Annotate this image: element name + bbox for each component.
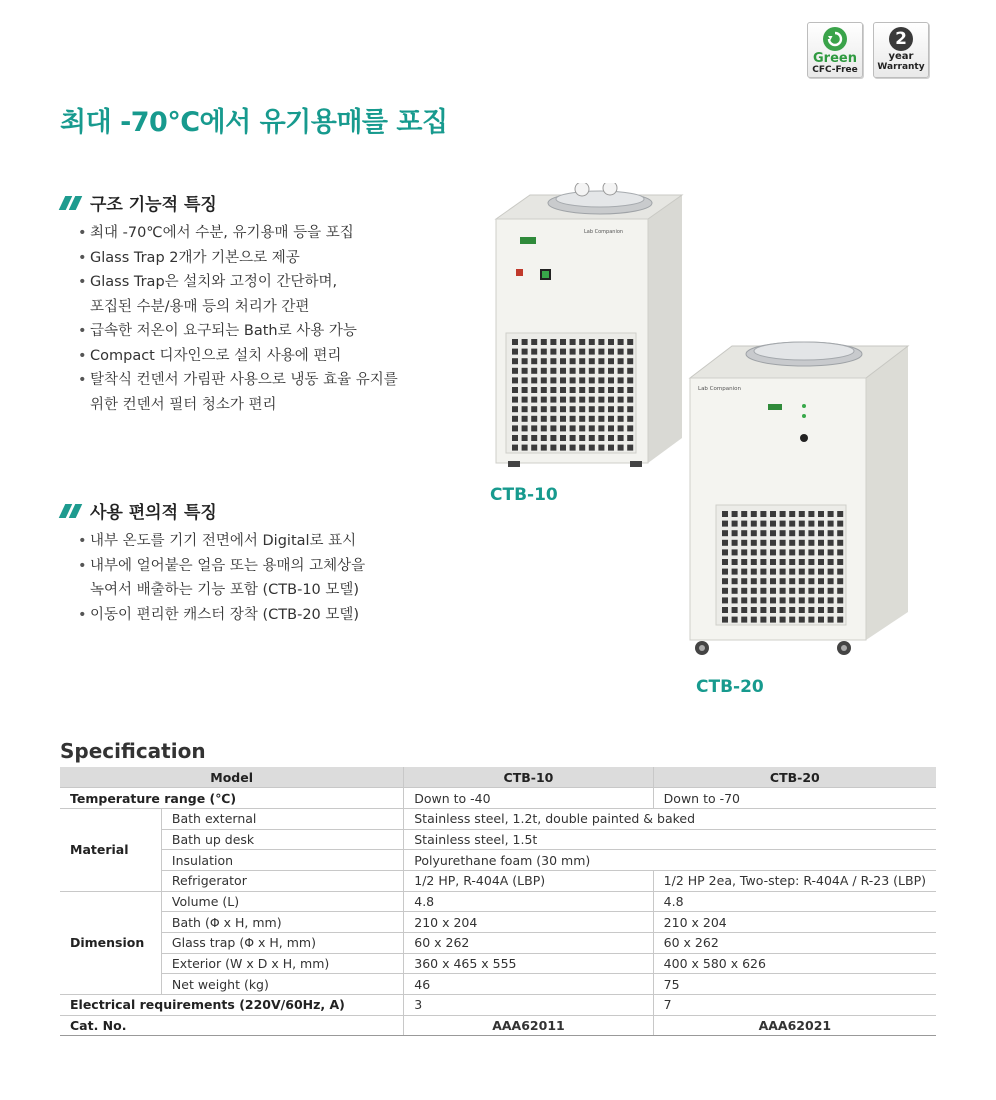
cell-value: 4.8 — [404, 891, 653, 912]
section-structure-title — [60, 190, 217, 215]
row-label-cat-no: Cat. No. — [60, 1015, 404, 1036]
ctb-20-label: CTB-20 — [696, 677, 764, 697]
list-item: • 급속한 저온이 요구되는 Bath로 사용 가능 — [78, 319, 398, 344]
row-label: Glass trap (Φ x H, mm) — [161, 933, 403, 954]
ctb-10-brand-label: Lab Companion — [584, 229, 624, 235]
row-label-temperature: Temperature range (℃) — [60, 788, 404, 809]
list-item-continuation: 녹여서 배출하는 기능 포함 (CTB-10 모델) — [90, 582, 360, 598]
table-row — [60, 995, 936, 1016]
ctb-20-product-image — [686, 340, 916, 660]
list-item: • 내부 온도를 기기 전면에서 Digital로 표시 — [78, 529, 365, 554]
section-structure-title-text: 구조 기능적 특징 — [90, 195, 217, 215]
row-label: Volume (L) — [161, 891, 403, 912]
cell-value: 210 x 204 — [404, 912, 653, 933]
page-headline: 최대 -70℃에서 유기용매를 포집 — [60, 107, 448, 138]
list-item-continuation: 위한 컨덴서 필터 청소가 편리 — [90, 396, 277, 413]
row-group-dimension: Dimension — [60, 891, 161, 994]
table-row — [60, 1015, 936, 1036]
cell-value: 60 x 262 — [404, 933, 653, 954]
cell-value: AAA62021 — [653, 1015, 936, 1036]
list-item: • 탈착식 컨덴서 가림판 사용으로 냉동 효율 유지를 — [78, 368, 398, 393]
list-item: • Compact 디자인으로 설치 사용에 편리 — [78, 344, 398, 369]
cell-value: 400 x 580 x 626 — [653, 953, 936, 974]
table-row — [60, 912, 936, 933]
row-label-electrical: Electrical requirements (220V/60Hz, A) — [60, 995, 404, 1016]
list-item-continuation: 포집된 수분/용매 등의 처리가 간편 — [90, 298, 310, 315]
cell-value: 60 x 262 — [653, 933, 936, 954]
warranty-number: 2 — [889, 27, 913, 51]
cell-value: 4.8 — [653, 891, 936, 912]
row-label: Exterior (W x D x H, mm) — [161, 953, 403, 974]
table-row — [60, 850, 936, 871]
header-model: Model — [60, 767, 404, 788]
list-item: • 이동이 편리한 캐스터 장착 (CTB-20 모델) — [78, 603, 365, 628]
section-marker-icon — [60, 196, 80, 210]
cell-value: 210 x 204 — [653, 912, 936, 933]
list-item: • 최대 -70℃에서 수분, 유기용매 등을 포집 — [78, 221, 398, 246]
row-label: Insulation — [161, 850, 403, 871]
section-marker-icon — [60, 504, 80, 518]
header-ctb-10: CTB-10 — [404, 767, 653, 788]
table-row — [60, 829, 936, 850]
list-item: • Glass Trap 2개가 기본으로 제공 — [78, 246, 398, 271]
table-row — [60, 808, 936, 829]
table-row — [60, 953, 936, 974]
row-label: Net weight (kg) — [161, 974, 403, 995]
ctb-10-label: CTB-10 — [490, 485, 558, 505]
warranty-text: Warranty — [877, 62, 925, 72]
cell-value: Stainless steel, 1.5t — [404, 829, 936, 850]
ctb-10-product-image — [490, 183, 690, 473]
badge-cfc-free-text: CFC-Free — [812, 65, 858, 75]
list-item: • 내부에 얼어붙은 얼음 또는 용매의 고체상을 — [78, 554, 365, 579]
recycle-icon — [823, 27, 847, 51]
cell-value: 1/2 HP 2ea, Two-step: R-404A / R-23 (LBP) — [653, 870, 936, 891]
row-label: Bath (Φ x H, mm) — [161, 912, 403, 933]
cell-value: 46 — [404, 974, 653, 995]
table-row — [60, 974, 936, 995]
cell-value: 3 — [404, 995, 653, 1016]
specification-table — [60, 767, 936, 1036]
row-label: Bath external — [161, 808, 403, 829]
cell-value: 7 — [653, 995, 936, 1016]
row-group-material: Material — [60, 808, 161, 891]
cell-value: AAA62011 — [404, 1015, 653, 1036]
cell-value: 75 — [653, 974, 936, 995]
row-label: Bath up desk — [161, 829, 403, 850]
table-header-row — [60, 767, 936, 788]
green-cfc-free-badge — [807, 22, 863, 78]
table-row — [60, 891, 936, 912]
cell-value: Down to -70 — [653, 788, 936, 809]
row-label: Refrigerator — [161, 870, 403, 891]
header-ctb-20: CTB-20 — [653, 767, 936, 788]
list-item: • Glass Trap은 설치와 고정이 간단하며, — [78, 270, 398, 295]
section-structure-list — [78, 221, 398, 417]
warranty-year-text: year — [888, 51, 914, 62]
section-usability-list — [78, 529, 365, 627]
cell-value: Polyurethane foam (30 mm) — [404, 850, 936, 871]
cell-value: Stainless steel, 1.2t, double painted & baked — [404, 808, 936, 829]
table-row — [60, 933, 936, 954]
cell-value: 1/2 HP, R-404A (LBP) — [404, 870, 653, 891]
table-row — [60, 870, 936, 891]
warranty-badge — [873, 22, 929, 78]
table-row — [60, 788, 936, 809]
badge-green-text: Green — [813, 51, 857, 66]
section-usability-title — [60, 498, 217, 523]
cell-value: 360 x 465 x 555 — [404, 953, 653, 974]
cell-value: Down to -40 — [404, 788, 653, 809]
section-usability-title-text: 사용 편의적 특징 — [90, 503, 217, 523]
specification-title: Specification — [60, 739, 206, 763]
ctb-20-brand-label: Lab Companion — [698, 386, 741, 392]
